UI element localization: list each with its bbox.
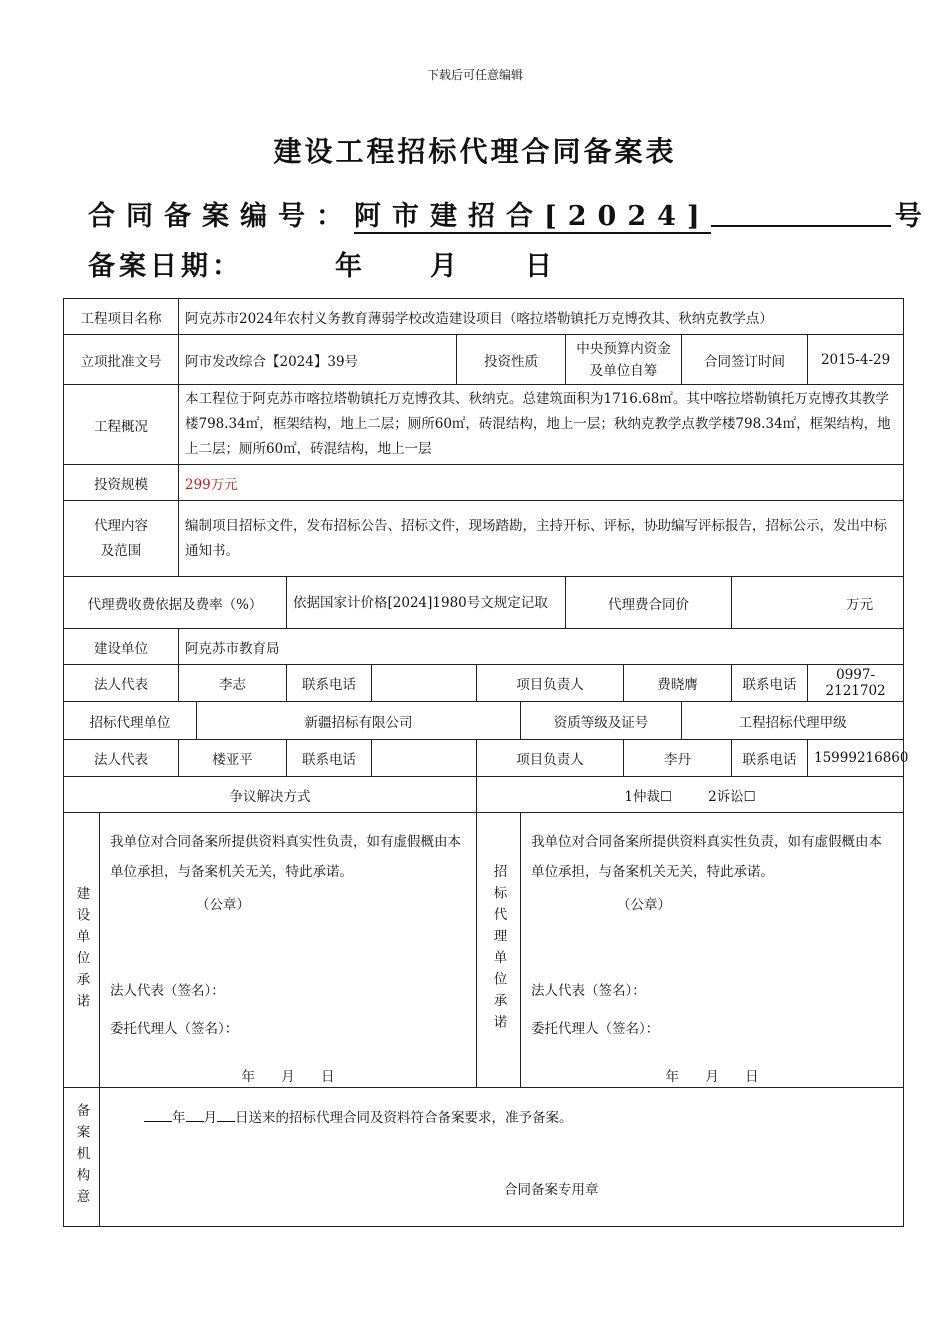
scale-label: 投资规模 — [64, 465, 179, 501]
agency-phone — [372, 740, 477, 777]
filing-date-year: 年 — [335, 251, 366, 282]
agency-legal-rep-label: 法人代表 — [64, 740, 179, 777]
filing-date-month: 月 — [430, 251, 461, 282]
agency-legal-sign: 法人代表（签名）： — [531, 983, 646, 999]
filing-month-blank[interactable] — [186, 1109, 204, 1122]
fee-basis: 依据国家计价格[2024]1980号文规定记取 — [287, 577, 566, 629]
owner-legal-rep-label: 法人代表 — [64, 665, 179, 702]
fee-basis-label: 代理费收费依据及费率（%） — [64, 577, 287, 629]
agency-pm-label: 项目负责人 — [477, 740, 624, 777]
invest-nature-label: 投资性质 — [457, 335, 566, 385]
header-note: 下载后可任意编辑 — [426, 68, 523, 82]
owner-phone-label: 联系电话 — [287, 665, 372, 702]
registration-number-line — [88, 194, 933, 233]
agency-commit-date: 年 月 日 — [665, 1069, 759, 1085]
approval-label: 立项批准文号 — [64, 335, 179, 385]
agency-qual: 工程招标代理甲级 — [682, 702, 904, 740]
agency-commit-text: 我单位对合同备案所提供资料真实性负责，如有虚假概由本单位承担，与备案机关无关，特此承诺。 — [531, 834, 882, 880]
filing-day-blank[interactable] — [217, 1109, 235, 1122]
document-title: 建设工程招标代理合同备案表 — [273, 135, 677, 168]
dispute-option-arbitration[interactable]: 1仲裁☐ — [624, 788, 673, 805]
filing-form-table — [63, 298, 909, 1227]
agency-pm: 李丹 — [624, 740, 732, 777]
agency-phone-label: 联系电话 — [287, 740, 372, 777]
agency-name: 新疆招标有限公司 — [197, 702, 521, 740]
registration-suffix: 号 — [894, 201, 933, 232]
owner-commit-cell — [100, 813, 477, 1088]
agency-label: 招标代理单位 — [64, 702, 197, 740]
filing-date-label: 备案日期： — [88, 251, 243, 282]
invest-nature: 中央预算内资金及单位自筹 — [566, 335, 682, 385]
filing-office-statement: 日送来的招标代理合同及资料符合备案要求，准予备案。 — [235, 1110, 573, 1126]
sign-time-label: 合同签订时间 — [682, 335, 808, 385]
owner-legal-rep: 李志 — [179, 665, 287, 702]
project-overview: 本工程位于阿克苏市喀拉塔勒镇托万克博孜其、秋纳克。总建筑面积为1716.68㎡。其中喀拉塔勒镇托万克博孜其教学楼798.34㎡，框架结构，地上二层；厕所60㎡，砖混结构，地上一层；秋纳克教学点教学楼798.34㎡，框架结构，地上二层；厕所60㎡，砖混结构，地上一层 — [179, 385, 904, 465]
filing-office-side — [64, 1088, 100, 1227]
filing-date-day: 日 — [525, 251, 556, 282]
owner-commit-date: 年 月 日 — [241, 1069, 335, 1085]
filing-month-label: 月 — [203, 1110, 217, 1126]
owner-pm: 费晓膺 — [624, 665, 732, 702]
scope-label-line2: 及范围 — [100, 542, 142, 559]
agency-pm-phone: 15999216860 — [808, 740, 904, 777]
registration-label: 合同备案编号： — [88, 201, 354, 232]
agency-qual-label: 资质等级及证号 — [521, 702, 682, 740]
agency-commit-side-label: 招标代理单位承诺 — [490, 864, 507, 1036]
owner-phone — [372, 665, 477, 702]
filing-year-label: 年 — [172, 1110, 186, 1126]
project-name: 阿克苏市2024年农村义务教育薄弱学校改造建设项目（喀拉塔勒镇托万克博孜其、秋纳克教学点） — [179, 299, 904, 335]
fee-price: 万元 — [732, 577, 904, 629]
owner-commit-text: 我单位对合同备案所提供资料真实性负责，如有虚假概由本单位承担，与备案机关无关，特此承诺。 — [110, 834, 461, 880]
investment-scale: 299万元 — [179, 465, 904, 501]
agency-scope: 编制项目招标文件，发布招标公告、招标文件，现场踏勘，主持开标、评标，协助编写评标报告，招标公示，发出中标通知书。 — [179, 501, 904, 577]
registration-prefix: 阿市建招合[2024] — [354, 201, 711, 232]
owner-name: 阿克苏市教育局 — [179, 629, 904, 665]
dispute-option-litigation[interactable]: 2诉讼☐ — [708, 788, 756, 805]
agency-commit-side — [477, 813, 521, 1088]
dispute-label: 争议解决方式 — [64, 777, 477, 813]
owner-seal: （公章） — [196, 897, 250, 913]
scope-label-line1: 代理内容 — [94, 517, 148, 534]
owner-label: 建设单位 — [64, 629, 179, 665]
agency-seal: （公章） — [617, 897, 671, 913]
owner-pm-phone: 0997-2121702 — [808, 665, 904, 702]
owner-legal-sign: 法人代表（签名）： — [110, 983, 225, 999]
owner-commit-side — [64, 813, 100, 1088]
sign-time: 2015-4-29 — [808, 335, 904, 385]
owner-agent-sign: 委托代理人（签名）： — [110, 1021, 239, 1037]
filing-office-seal: 合同备案专用章 — [504, 1182, 599, 1198]
agency-pm-phone-label: 联系电话 — [732, 740, 808, 777]
filing-office-text — [144, 1106, 573, 1126]
overview-label: 工程概况 — [64, 385, 179, 465]
dispute-options — [477, 777, 904, 813]
filing-date-line — [88, 244, 556, 283]
owner-pm-phone-label: 联系电话 — [732, 665, 808, 702]
agency-legal-rep: 楼亚平 — [179, 740, 287, 777]
agency-commit-cell — [521, 813, 904, 1088]
owner-commit-side-label: 建设单位承诺 — [73, 885, 90, 1015]
filing-office-cell — [100, 1088, 904, 1227]
approval-number: 阿市发改综合【2024】39号 — [179, 335, 457, 385]
owner-pm-label: 项目负责人 — [477, 665, 624, 702]
filing-year-blank[interactable] — [144, 1109, 172, 1122]
agency-agent-sign: 委托代理人（签名）： — [531, 1021, 660, 1037]
registration-blank — [711, 201, 891, 227]
filing-office-side-label: 备案机构意 — [73, 1103, 90, 1211]
scope-label — [64, 501, 179, 577]
project-name-label: 工程项目名称 — [64, 299, 179, 335]
fee-price-label: 代理费合同价 — [566, 577, 732, 629]
